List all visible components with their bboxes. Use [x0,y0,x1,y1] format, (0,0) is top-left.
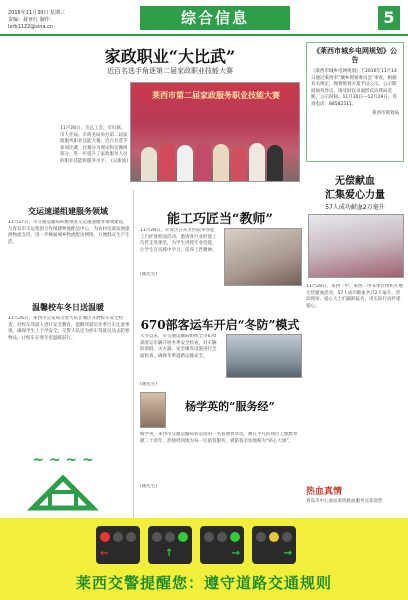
header-editor: 责编：聂亚红 制作： [8,17,55,23]
right-arrow-icon: → [231,548,240,559]
left-arrow-icon: ← [100,548,109,559]
lead-photo-banner: 莱西市第二届家政服务职业技能大赛 [152,91,280,100]
header-rule [0,34,408,36]
mid-story-2-byline: (谢先生) [140,382,158,387]
mid-story-3-byline: (谢先生) [140,484,158,489]
page-number: 5 [378,6,400,30]
right-story-subhead: 57人成功献血2万毫升 [325,204,385,211]
left-story-1-body: 11月27日，市交通运输局积极推进交运速递服务领域建设，与青岛市交运集团合作组建物流配送中心，为农村电商发展提供物流支持，进一步畅通城乡物流配送网络，方便群众生产生活。 [8,220,130,245]
page-header [0,0,408,40]
left-story-2-headline: 温馨校车冬日送温暖 [32,303,104,312]
header-email: lxrb1122@sina.cn [8,24,54,30]
notice-title: 《莱西市城乡电网规划》公告 [313,47,397,64]
notice-org: 莱西市规划局 [372,111,399,116]
left-story-1-headline: 交运速递组建服务领域 [28,207,108,216]
up-arrow-icon: ↑ [165,548,174,559]
mid-story-2-headline: 670部客运车开启“冬防”模式 [140,318,300,332]
mid-story-1-byline: (谢先生) [140,272,158,277]
mid-story-2-photo [226,334,302,378]
traffic-slogan: 莱西交警提醒您：遵守道路交通规则 [75,574,332,592]
mid-story-3-headline: 杨学英的“服务经” [185,400,275,413]
traffic-signal [200,526,244,564]
lead-body: 11月28日，市总工会、市妇联、市人社局、市商务局举办第二届家政服务职业技能大赛。近百名选手参加比赛，比赛分为理论和实操两部分，进一步提升了家政服务人员的职业技能和服务水平。 (吴新波) [60,126,128,164]
right-story-body: 11月28日，莱西一中、莱西二中等单位组织开展无偿献血活动，57人成功献血共计2万毫升。活动现场，爱心人士们踊跃报名，用实际行动传递爱心。 [306,284,403,309]
lead-byline: (吴新波) [110,158,128,164]
right-story-photo [308,214,404,278]
section-title: 综合信息 [140,6,290,30]
traffic-banner [0,518,408,600]
mid-story-3-photo [140,392,166,428]
lead-photo-people [141,127,291,182]
right-story-headline-2: 汇集爱心力量 [325,190,385,201]
traffic-signal [252,526,296,564]
notice-body: 《莱西市城乡电网规划》于2016年11月14日通过莱西市“城乡规划委员会”审查，根据有关规定，现将规划方案予以公示。公示期间如有异议，请及时以书面形式向我局反映。公示时间：11月30日—12月29日。咨询电话：88582511。 莱西市规划局 [311,69,399,116]
header-date: 2016年11月30日 星期三 [8,10,66,16]
traffic-signal [148,526,192,564]
left-story-2-body: 11月26日，莱西市公安局交警大队在城区开展校车安全检查，对校车驾驶人进行安全教育，提醒驾驶员冬季行车注意事项，确保学生上下学安全。交警大队还为校车驾驶员送去防寒物品，让校车在寒冬里温暖前行。 [8,316,130,341]
mid-story-2-body: 入冬以来，市交通运输局组织全市670部客运车辆开展冬季安全检查，对车辆防滑链、灭火器、安全锤等设施进行全面检查，确保冬季道路运输安全。 [140,334,217,359]
heart-ad-title: 热血真情 [306,487,343,497]
svg-text:~ ~ ~ ~: ~ ~ ~ ~ [32,452,94,468]
safety-logo [18,448,108,514]
lead-headline: 家政职业“大比武” [104,47,236,66]
traffic-signal [96,526,140,564]
right-story-headline-1: 无偿献血 [335,176,375,187]
mid-story-3-body: 杨学英，莱西市交通运输局客运站的一名普通售票员。她在平凡的岗位上默默奉献二十余年，热情周到地为每一位旅客服务，被旅客亲切地称为“贴心大姐”。 [140,432,298,444]
right-arrow-icon: → [283,548,292,559]
notice-box [306,42,404,162]
lead-photo [130,82,300,182]
column-divider [133,190,134,570]
heart-ad [306,484,404,505]
mid-story-1-body: 11月28日，开发区在东方医院举办能工巧匠进校园活动，邀请各行业的能工巧匠走进课堂，为学生讲授专业技能，让学生在实践中学习，培养工匠精神。 [140,228,217,253]
mid-story-1-headline: 能工巧匠当“教师” [167,212,273,227]
heart-ad-text: 青岛市中心血站莱西献血服务点欢迎您 [306,499,383,504]
lead-subheadline: 近百名选手角逐第二届家政职业技能大赛 [107,67,233,75]
header-meta [8,10,128,31]
